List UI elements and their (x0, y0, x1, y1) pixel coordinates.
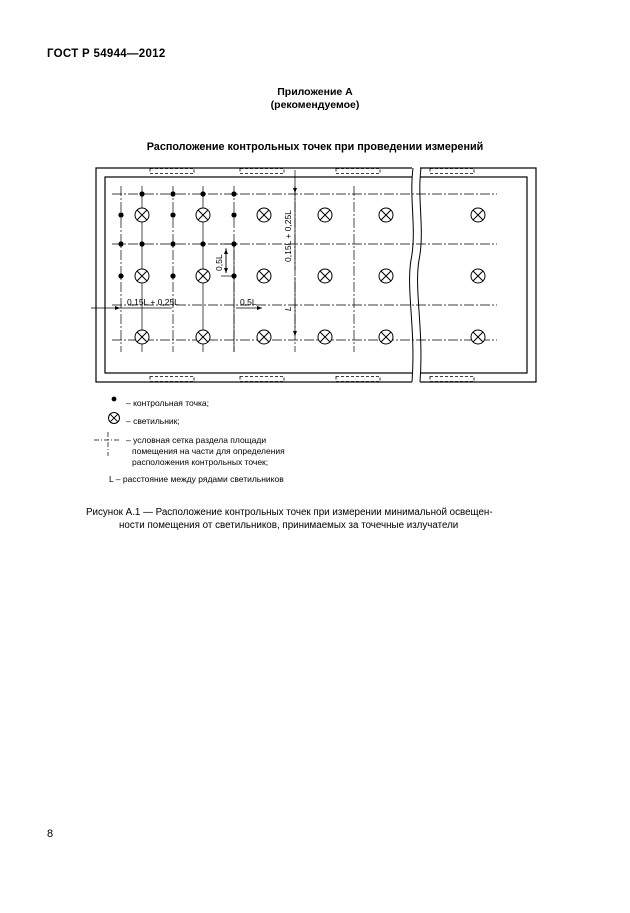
luminaires (135, 208, 485, 344)
control-point (231, 191, 236, 196)
luminaire (471, 330, 485, 344)
dimension-lines (91, 170, 295, 336)
legend-grid-line-2: помещения на части для определения (132, 446, 285, 456)
luminaire (257, 208, 271, 222)
control-point (200, 241, 205, 246)
luminaire (135, 269, 149, 283)
luminaire (379, 208, 393, 222)
luminaire (196, 208, 210, 222)
luminaire (471, 208, 485, 222)
legend-control-point: – контрольная точка; (126, 398, 210, 408)
dim-top-offset: 0,15L + 0,25L (283, 210, 293, 262)
standard-designation: ГОСТ Р 54944—2012 (47, 48, 166, 60)
control-point (170, 212, 175, 217)
luminaire (196, 269, 210, 283)
luminaire (379, 330, 393, 344)
control-point (200, 191, 205, 196)
control-point (170, 273, 175, 278)
caption-line-1: Рисунок А.1 — Расположение контрольных точек при измерении минимальной освещен- (86, 507, 493, 518)
luminaire (471, 269, 485, 283)
luminaire (257, 269, 271, 283)
legend-luminaire: – светильник; (126, 416, 180, 426)
annex-status: (рекомендуемое) (270, 99, 360, 111)
conditional-grid (112, 186, 497, 352)
luminaire (318, 208, 332, 222)
annex-title: Приложение А (277, 86, 353, 98)
luminaire (318, 269, 332, 283)
dim-left-offset: 0,15L + 0,25L (127, 297, 179, 307)
grid-line-icon (94, 432, 124, 458)
dimension-labels (127, 210, 293, 311)
control-point-icon (108, 393, 122, 407)
control-point (118, 273, 123, 278)
dim-row-spacing: L (283, 306, 293, 311)
legend-spacing: L – расстояние между рядами светильников (109, 474, 284, 484)
room-walls (96, 168, 536, 382)
legend-grid-line-1: – условная сетка раздела площади (126, 435, 267, 445)
luminaire (196, 330, 210, 344)
dim-half-vertical: 0,5L (214, 254, 224, 271)
figure-caption (86, 506, 526, 532)
luminaire (135, 208, 149, 222)
page-number: 8 (47, 828, 54, 840)
legend-grid-line-3: расположения контрольных точек; (132, 457, 269, 467)
figure-heading: Расположение контрольных точек при проведении измерений (146, 141, 484, 153)
control-point (118, 212, 123, 217)
dim-half-horizontal: 0,5L (240, 297, 257, 307)
luminaire (379, 269, 393, 283)
control-point (139, 191, 144, 196)
control-point (170, 241, 175, 246)
luminaire (257, 330, 271, 344)
luminaire-icon (107, 411, 121, 425)
luminaire (318, 330, 332, 344)
control-point (118, 241, 123, 246)
control-point (231, 212, 236, 217)
control-point (139, 241, 144, 246)
caption-line-2: ности помещения от светильников, принимаемых за точечные излучатели (119, 520, 459, 531)
control-point (170, 191, 175, 196)
luminaire (135, 330, 149, 344)
